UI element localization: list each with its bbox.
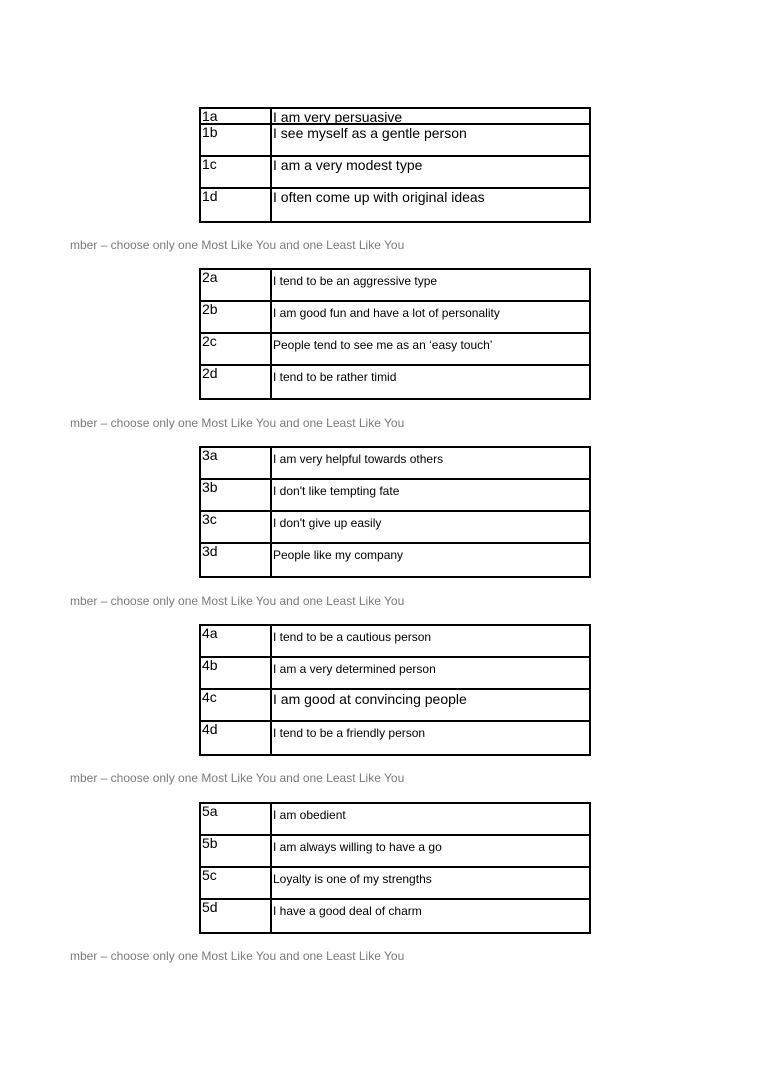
option-code: 3c [201,512,272,542]
table-row [201,804,589,836]
option-code: 2d [201,366,272,398]
option-code: 1b [201,125,272,155]
table-row [201,690,589,722]
question-table-1 [199,107,591,223]
option-code: 1c [201,157,272,187]
option-code: 3a [201,448,272,478]
table-row [201,658,589,690]
option-code: 2a [201,270,272,300]
option-code: 3b [201,480,272,510]
option-code: 4a [201,626,272,656]
instruction-note: mber – choose only one Most Like You and one Least Like You [70,594,405,608]
option-code: 5c [201,868,272,898]
option-text: I tend to be a friendly person [273,726,426,740]
table-row [201,868,589,900]
table-row [201,334,589,366]
option-code: 1a [201,109,272,123]
option-text: I often come up with original ideas [273,189,485,205]
table-row [201,125,589,157]
option-code: 5b [201,836,272,866]
option-code: 4c [201,690,272,720]
instruction-note: mber – choose only one Most Like You and one Least Like You [70,949,405,963]
option-code: 2b [201,302,272,332]
option-code: 5a [201,804,272,834]
instruction-note: mber – choose only one Most Like You and one Least Like You [70,771,405,785]
option-text: I tend to be an aggressive type [273,274,438,288]
question-table-2 [199,268,591,400]
table-row [201,722,589,754]
option-code: 3d [201,544,272,576]
option-text: I tend to be rather timid [273,370,397,384]
question-table-3 [199,446,591,578]
option-text: I don't give up easily [273,516,382,530]
table-row [201,302,589,334]
table-row [201,512,589,544]
instruction-note: mber – choose only one Most Like You and one Least Like You [70,416,405,430]
table-row [201,626,589,658]
option-text: I am always willing to have a go [273,840,442,854]
table-row [201,109,589,125]
option-code: 2c [201,334,272,364]
option-text: I tend to be a cautious person [273,630,432,644]
option-text: I am very persuasive [273,109,403,125]
question-table-4 [199,624,591,756]
table-row [201,366,589,398]
table-row [201,900,589,932]
table-row [201,544,589,576]
option-text: I am good fun and have a lot of personality [273,306,500,320]
table-row [201,270,589,302]
option-text: I have a good deal of charm [273,904,422,918]
instruction-note: mber – choose only one Most Like You and one Least Like You [70,238,405,252]
option-text: I am obedient [273,808,346,822]
option-code: 4b [201,658,272,688]
option-text: I am a very modest type [273,157,423,173]
option-text: People like my company [273,548,404,562]
option-text: Loyalty is one of my strengths [273,872,432,886]
table-row [201,448,589,480]
table-row [201,189,589,221]
question-table-5 [199,802,591,934]
option-text: People tend to see me as an ‘easy touch’ [273,338,493,352]
option-text: I am a very determined person [273,662,436,676]
table-row [201,157,589,189]
table-row [201,836,589,868]
option-code: 1d [201,189,272,221]
option-text: I am very helpful towards others [273,452,444,466]
option-text: I see myself as a gentle person [273,125,467,141]
option-code: 4d [201,722,272,754]
option-text: I am good at convincing people [273,691,467,707]
option-code: 5d [201,900,272,932]
table-row [201,480,589,512]
option-text: I don't like tempting fate [273,484,400,498]
